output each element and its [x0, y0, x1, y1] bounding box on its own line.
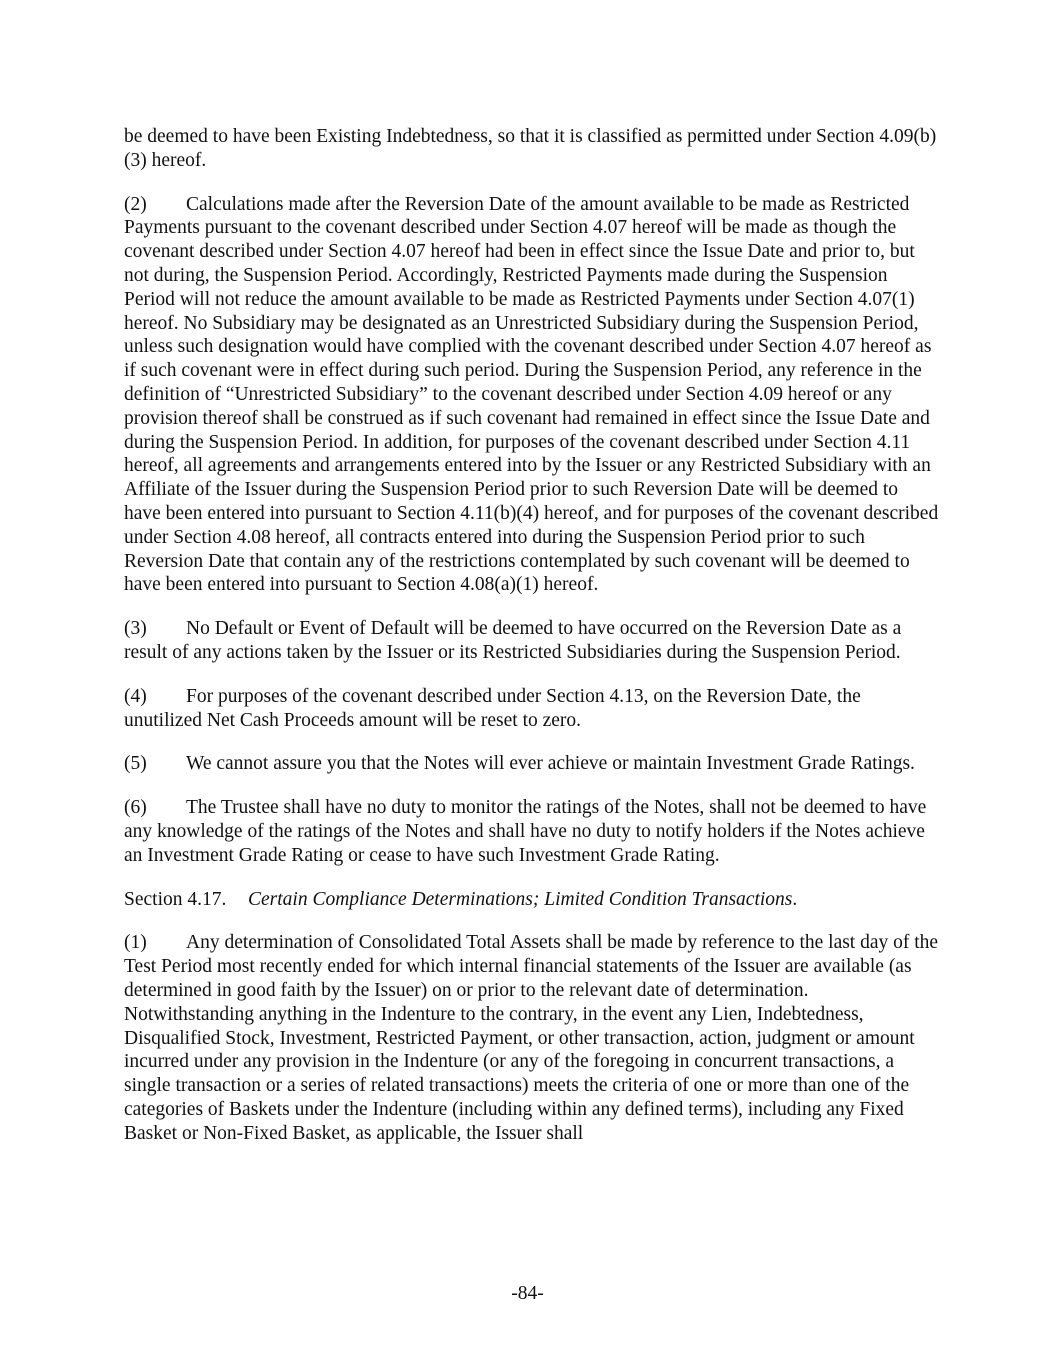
paragraph-number: (1): [124, 932, 147, 954]
paragraph-3: [124, 617, 939, 665]
section-title-period: .: [792, 888, 798, 910]
paragraph-number: (5): [124, 753, 147, 775]
paragraph-number: (4): [124, 685, 147, 707]
paragraph-text: Calculations made after the Reversion Date of the amount available to be made as Restricted Payments pursuant to the covenant described under Section 4.07 hereof will be made as though the covenant described under Section 4.07 hereof had been in effect since the Issue Date and prior to, but not during, the Suspension Period. Accordingly, Restricted Payments made during the Suspension Period will not reduce the amount available to be made as Restricted Payments under Section 4.07(1) hereof. No Subsidiary may be designated as an Unrestricted Subsidiary during the Suspension Period, unless such designation would have complied with the covenant described under Section 4.07 hereof as if such covenant were in effect during such period. During the Suspension Period, any reference in the definition of “Unrestricted Subsidiary” to the covenant described under Section 4.09 hereof or any provision thereof shall be construed as if such covenant had remained in effect since the Issue Date and during the Suspension Period. In addition, for purposes of the covenant described under Section 4.11 hereof, all agreements and arrangements entered into by the Issuer or any Restricted Subsidiary with an Affiliate of the Issuer during the Suspension Period prior to such Reversion Date will be deemed to have been entered into pursuant to Section 4.11(b)(4) hereof, and for purposes of the covenant described under Section 4.08 hereof, all contracts entered into during the Suspension Period prior to such Reversion Date that contain any of the restrictions contemplated by such covenant will be deemed to have been entered into pursuant to Section 4.08(a)(1) hereof.: [124, 193, 939, 596]
section-number: Section 4.17.: [124, 888, 227, 910]
paragraph-number: (2): [124, 193, 147, 215]
page-number: -84-: [511, 1283, 544, 1304]
paragraph-4: [124, 685, 939, 733]
paragraph-text: We cannot assure you that the Notes will ever achieve or maintain Investment Grade Ratings.: [186, 753, 915, 775]
document-page: [124, 125, 939, 1145]
intro-paragraph: [124, 125, 939, 173]
paragraph-text: For purposes of the covenant described under Section 4.13, on the Reversion Date, the unutilized Net Cash Proceeds amount will be reset to zero.: [124, 685, 861, 731]
intro-text: be deemed to have been Existing Indebtedness, so that it is classified as permitted under Section 4.09(b)(3) hereof.: [124, 126, 937, 171]
paragraph-number: (3): [124, 618, 147, 640]
paragraph-6: [124, 796, 939, 867]
paragraph-text: Any determination of Consolidated Total Assets shall be made by reference to the last day of the Test Period most recently ended for which internal financial statements of the Issuer are available (as determined in good faith by the Issuer) on or prior to the relevant date of determination. Notwithstanding anything in the Indenture to the contrary, in the event any Lien, Indebtedness, Disqualified Stock, Investment, Restricted Payment, or other transaction, action, judgment or amount incurred under any provision in the Indenture (or any of the foregoing in concurrent transactions, a single transaction or a series of related transactions) meets the criteria of one or more than one of the categories of Baskets under the Indenture (including within any defined terms), including any Fixed Basket or Non-Fixed Basket, as applicable, the Issuer shall: [124, 932, 939, 1144]
section-heading: [124, 888, 939, 912]
paragraph-text: No Default or Event of Default will be deemed to have occurred on the Reversion Date as a result of any actions taken by the Issuer or its Restricted Subsidiaries during the Suspension Period.: [124, 618, 902, 663]
paragraph-text: The Trustee shall have no duty to monitor the ratings of the Notes, shall not be deemed to have any knowledge of the ratings of the Notes and shall have no duty to notify holders if the Notes achieve an Investment Grade Rating or cease to have such Investment Grade Rating.: [124, 797, 927, 866]
paragraph-number: (6): [124, 797, 147, 819]
section-title: Certain Compliance Determinations; Limited Condition Transactions: [248, 888, 793, 910]
paragraph-2: [124, 193, 939, 598]
paragraph-5: [124, 752, 939, 776]
section-paragraph-1: [124, 931, 939, 1145]
